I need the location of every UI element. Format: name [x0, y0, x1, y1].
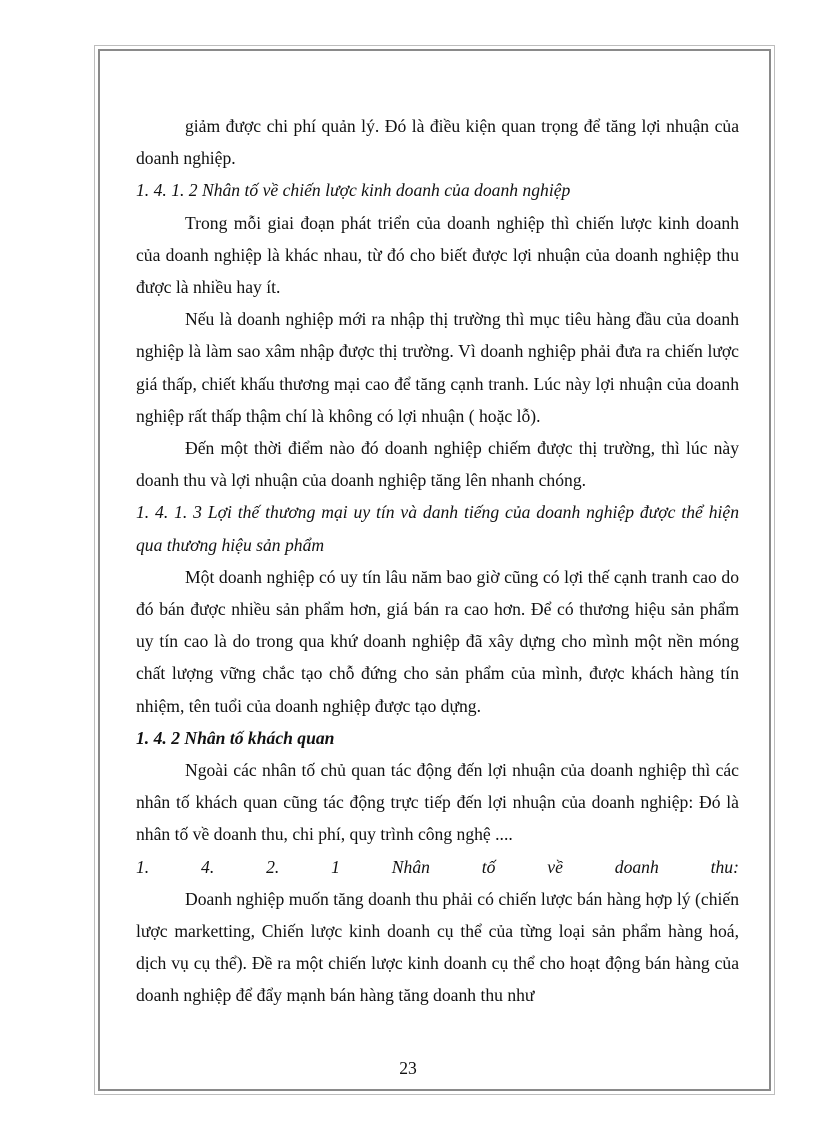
- heading-word: tố: [481, 856, 496, 877]
- section-heading: 1. 4. 1. 3 Lợi thế thương mại uy tín và danh tiếng của doanh nghiệp được thể hiện qua thương hiệu sản phẩm: [136, 502, 739, 555]
- paragraph: Một doanh nghiệp có uy tín lâu năm bao giờ cũng có lợi thế cạnh tranh cao do đó bán được nhiều sản phẩm hơn, giá bán ra cao hơn. Để có thương hiệu sản phẩm uy tín cao là do trong qua khứ doanh nghiệp đã xây dựng cho mình một nền móng chất lượng vững chắc tạo chỗ đứng cho sản phẩm của mình, được khách hàng tín nhiệm, tên tuổi của doanh nghiệp được tạo dựng.: [136, 566, 739, 716]
- heading-word: thu:: [710, 856, 739, 877]
- heading-word: 1: [331, 856, 340, 877]
- document-body: [136, 110, 739, 1012]
- paragraph: Trong mỗi giai đoạn phát triển của doanh nghiệp thì chiến lược kinh doanh của doanh nghiệp là khác nhau, từ đó cho biết được lợi nhuận của doanh nghiệp thu được là nhiều hay ít.: [136, 212, 739, 298]
- page-number: 23: [399, 1058, 417, 1078]
- heading-word: Nhân: [391, 856, 430, 877]
- section-heading-justified: [136, 851, 739, 883]
- paragraph: giảm được chi phí quản lý. Đó là điều kiện quan trọng để tăng lợi nhuận của doanh nghiệp.: [136, 116, 739, 169]
- heading-word: về: [547, 856, 563, 877]
- heading-word: 4.: [201, 856, 215, 877]
- heading-word: 2.: [266, 856, 280, 877]
- paragraph: Nếu là doanh nghiệp mới ra nhập thị trường thì mục tiêu hàng đầu của doanh nghiệp là làm sao xâm nhập được thị trường. Vì doanh nghiệp phải đưa ra chiến lược giá thấp, chiết khấu thương mại cao để tăng cạnh tranh. Lúc này lợi nhuận của doanh nghiệp rất thấp thậm chí là không có lợi nhuận ( hoặc lỗ).: [136, 309, 739, 426]
- section-heading-bold: 1. 4. 2 Nhân tố khách quan: [136, 727, 335, 748]
- paragraph: Doanh nghiệp muốn tăng doanh thu phải có chiến lược bán hàng hợp lý (chiến lược marketting, Chiến lược kinh doanh cụ thể của từng loại sản phẩm hàng hoá, dịch vụ cụ thể). Đề ra một chiến lược kinh doanh cụ thể cho hoạt động bán hàng của doanh nghiệp để đẩy mạnh bán hàng tăng doanh thu như: [136, 888, 739, 1006]
- heading-word: 1.: [136, 856, 150, 877]
- paragraph: Ngoài các nhân tố chủ quan tác động đến lợi nhuận của doanh nghiệp thì các nhân tố khách quan cũng tác động trực tiếp đến lợi nhuận của doanh nghiệp: Đó là nhân tố về doanh thu, chi phí, quy trình công nghệ ....: [136, 760, 739, 845]
- paragraph: Đến một thời điểm nào đó doanh nghiệp chiếm được thị trường, thì lúc này doanh thu và lợi nhuận của doanh nghiệp tăng lên nhanh chóng.: [136, 438, 739, 491]
- heading-word: doanh: [614, 856, 659, 877]
- section-heading: 1. 4. 1. 2 Nhân tố về chiến lược kinh doanh của doanh nghiệp: [136, 180, 571, 201]
